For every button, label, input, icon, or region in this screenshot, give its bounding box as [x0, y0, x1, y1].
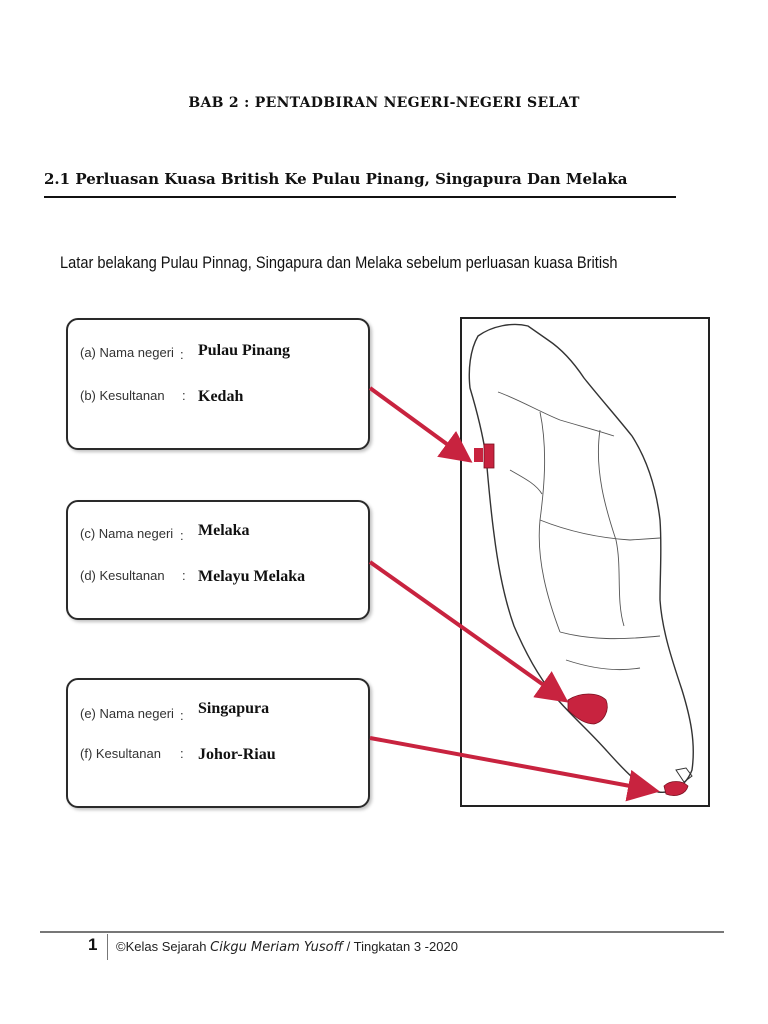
- footer-divider: [40, 931, 724, 933]
- melaka-highlight: [568, 694, 607, 724]
- value-kesultanan: Melayu Melaka: [198, 568, 306, 585]
- value-nama-negeri: Pulau Pinang: [198, 342, 291, 359]
- label-nama-negeri: (a) Nama negeri: [80, 345, 174, 360]
- value-kesultanan: Kedah: [198, 388, 244, 405]
- singapura-highlight: [664, 782, 688, 796]
- page-number: 1: [88, 935, 98, 954]
- colon: :: [180, 347, 184, 362]
- colon: :: [182, 568, 186, 583]
- footer-suffix: / Tingkatan 3 -2020: [343, 939, 458, 954]
- colon: :: [180, 746, 184, 761]
- pulau-pinang-highlight: [474, 448, 483, 462]
- colon: :: [182, 388, 186, 403]
- section-title: 2.1 Perluasan Kuasa British Ke Pulau Pinang, Singapura Dan Melaka: [44, 170, 628, 188]
- chapter-title: BAB 2 : PENTADBIRAN NEGERI-NEGERI SELAT: [188, 95, 580, 111]
- colon: :: [180, 708, 184, 723]
- intro-text: Latar belakang Pulau Pinnag, Singapura dan Melaka sebelum perluasan kuasa British: [60, 253, 618, 272]
- label-nama-negeri: (c) Nama negeri: [80, 526, 174, 541]
- label-kesultanan: (d) Kesultanan: [80, 568, 165, 583]
- value-nama-negeri: Melaka: [198, 522, 250, 539]
- value-nama-negeri: Singapura: [198, 700, 270, 717]
- peninsula-outline: [469, 324, 693, 792]
- label-nama-negeri: (e) Nama negeri: [80, 706, 174, 721]
- value-kesultanan: Johor-Riau: [198, 746, 276, 763]
- footer-credit: [116, 939, 458, 955]
- label-kesultanan: (b) Kesultanan: [80, 388, 165, 403]
- footer-teacher: Cikgu Meriam Yusoff: [210, 940, 344, 955]
- label-kesultanan: (f) Kesultanan: [80, 746, 161, 761]
- colon: :: [180, 528, 184, 543]
- arrow-pulau-pinang: [370, 388, 466, 458]
- footer-prefix: ©Kelas Sejarah: [116, 939, 211, 954]
- footer-vertical-divider: [107, 934, 108, 960]
- seberang-perai-highlight: [484, 444, 494, 468]
